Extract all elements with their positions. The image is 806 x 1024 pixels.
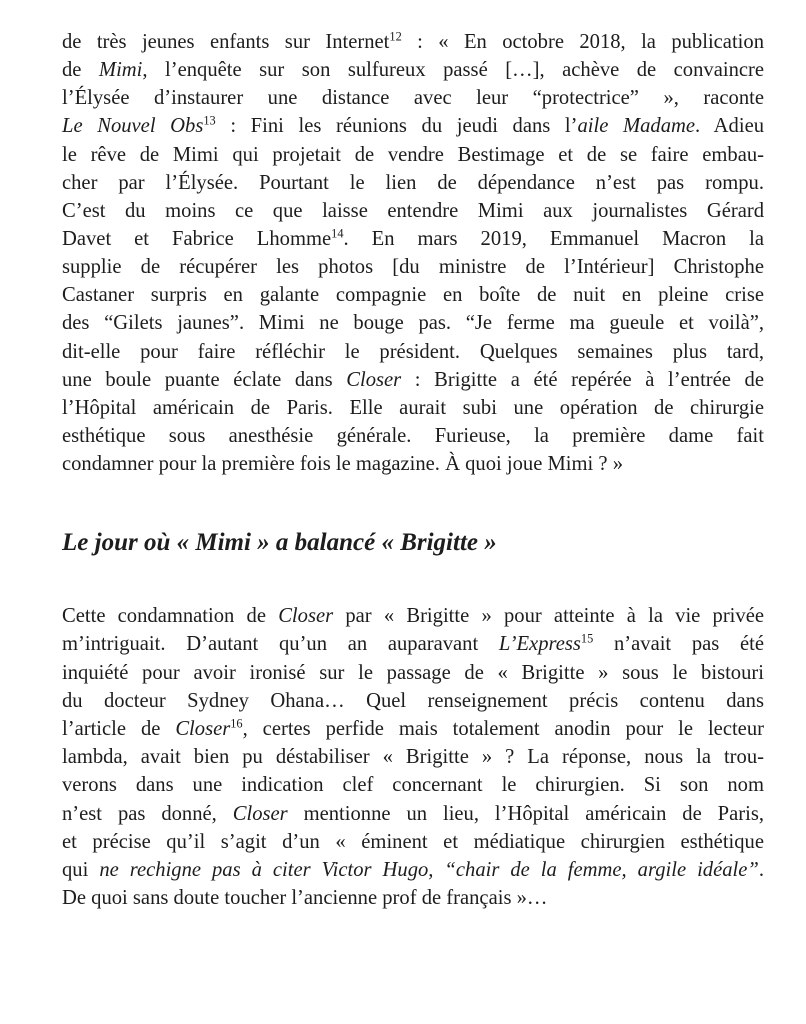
text-line [62, 141, 764, 169]
text-span: et précise qu’il s’agit d’un « éminent et médiatique chirurgien esthétique [62, 830, 764, 853]
text-line [62, 56, 764, 84]
text-span: mentionne un lieu, l’Hôpital américain de Paris, [287, 802, 764, 825]
text-line [62, 225, 764, 253]
italic-text: ne rechigne pas à citer Victor Hugo, “chair de la femme, argile idéale” [99, 858, 759, 881]
footnote-ref: 15 [580, 632, 594, 647]
text-span: l’article de [62, 718, 176, 740]
footnote-ref: 14 [331, 226, 344, 241]
text-span: n’avait pas été [593, 633, 765, 656]
text-span: verons dans une indication clef concernant le chirurgien. Si son nom [62, 774, 764, 797]
text-span: cher par l’Élysée. Pourtant le lien de dépendance n’est pas rompu. [62, 171, 764, 194]
footnote-ref: 16 [230, 716, 243, 731]
italic-text: aile Madame [577, 115, 696, 138]
text-span: lambda, avait bien pu déstabiliser « Brigitte » ? La réponse, nous la trou- [62, 746, 764, 769]
text-line [62, 84, 764, 112]
text-span: esthétique sous anesthésie générale. Furieuse, la première dame fait [62, 424, 764, 447]
text-span: de très jeunes enfants sur Internet [62, 31, 390, 53]
text-line [62, 602, 764, 630]
text-span: , certes perfide mais totalement anodin pour le lecteur [242, 718, 764, 740]
text-span: le rêve de Mimi qui projetait de vendre Bestimage et de se faire embau- [62, 143, 764, 166]
italic-text: Closer [175, 718, 231, 740]
text-line [62, 422, 764, 450]
text-line [62, 715, 764, 743]
text-line [62, 169, 764, 197]
text-line [62, 800, 764, 828]
text-span: Cette condamnation de [62, 605, 279, 628]
italic-text: Mimi [98, 59, 143, 82]
text-span: : Fini les réunions du jeudi dans l’ [215, 115, 578, 138]
text-span: de [62, 59, 99, 82]
text-line [62, 394, 764, 422]
text-span: . En mars 2019, Emmanuel Macron la [343, 227, 764, 250]
text-span: . [758, 858, 764, 881]
text-span: Castaner surpris en galante compagnie en boîte de nuit en pleine crise [62, 284, 764, 307]
italic-text: Le Nouvel Obs [62, 115, 204, 138]
text-span: condamner pour la première fois le magazine. À quoi joue Mimi ? » [62, 453, 623, 476]
text-span: l’Élysée d’instaurer une distance avec leur “protectrice” », raconte [62, 87, 764, 110]
text-span: Davet et Fabrice Lhomme [62, 227, 332, 250]
text-span: par « Brigitte » pour atteinte à la vie privée [333, 605, 764, 628]
text-line [62, 630, 764, 658]
text-line [62, 309, 764, 337]
text-line [62, 338, 764, 366]
text-span: De quoi sans doute toucher l’ancienne prof de français »… [62, 887, 548, 910]
text-span: : Brigitte a été repérée à l’entrée de [401, 368, 764, 391]
paragraph-2 [62, 602, 764, 912]
section-heading: Le jour où « Mimi » a balancé « Brigitte » [62, 529, 497, 557]
text-line [62, 450, 764, 478]
text-line [62, 281, 764, 309]
text-line [62, 659, 764, 687]
book-page [62, 28, 764, 912]
footnote-ref: 12 [389, 29, 402, 44]
text-span: qui [62, 858, 100, 881]
text-line [62, 366, 764, 394]
text-span: supplie de récupérer les photos [du ministre de l’Intérieur] Christophe [62, 256, 764, 279]
footnote-ref: 13 [203, 114, 216, 129]
text-line [62, 884, 764, 912]
text-span: du docteur Sydney Ohana… Quel renseignement précis contenu dans [62, 689, 764, 712]
text-line [62, 112, 764, 140]
text-line [62, 28, 764, 56]
text-span: dit-elle pour faire réfléchir le président. Quelques semaines plus tard, [62, 340, 764, 363]
text-span: inquiété pour avoir ironisé sur le passage de « Brigitte » sous le bistouri [62, 661, 764, 684]
text-span: une boule puante éclate dans [62, 368, 347, 391]
text-span: m’intriguait. D’autant qu’un an auparavant [62, 633, 499, 656]
text-span: n’est pas donné, [62, 802, 233, 825]
text-line [62, 771, 764, 799]
text-line [62, 743, 764, 771]
text-line [62, 828, 764, 856]
italic-text: L’Express [498, 633, 581, 656]
text-span: C’est du moins ce que laisse entendre Mimi aux journalistes Gérard [62, 199, 764, 222]
text-line [62, 856, 764, 884]
text-span: . Adieu [695, 115, 765, 138]
paragraph-1 [62, 28, 764, 478]
text-span: , l’enquête sur son sulfureux passé […], achève de convaincre [142, 59, 764, 82]
text-line [62, 253, 764, 281]
italic-text: Closer [346, 368, 402, 391]
text-span: l’Hôpital américain de Paris. Elle aurait subi une opération de chirurgie [62, 396, 764, 419]
text-span: des “Gilets jaunes”. Mimi ne bouge pas. “Je ferme ma gueule et voilà”, [62, 312, 764, 335]
text-line [62, 687, 764, 715]
text-line [62, 197, 764, 225]
text-span: : « En octobre 2018, la publication [401, 31, 764, 53]
italic-text: Closer [232, 802, 288, 825]
italic-text: Closer [278, 605, 334, 628]
